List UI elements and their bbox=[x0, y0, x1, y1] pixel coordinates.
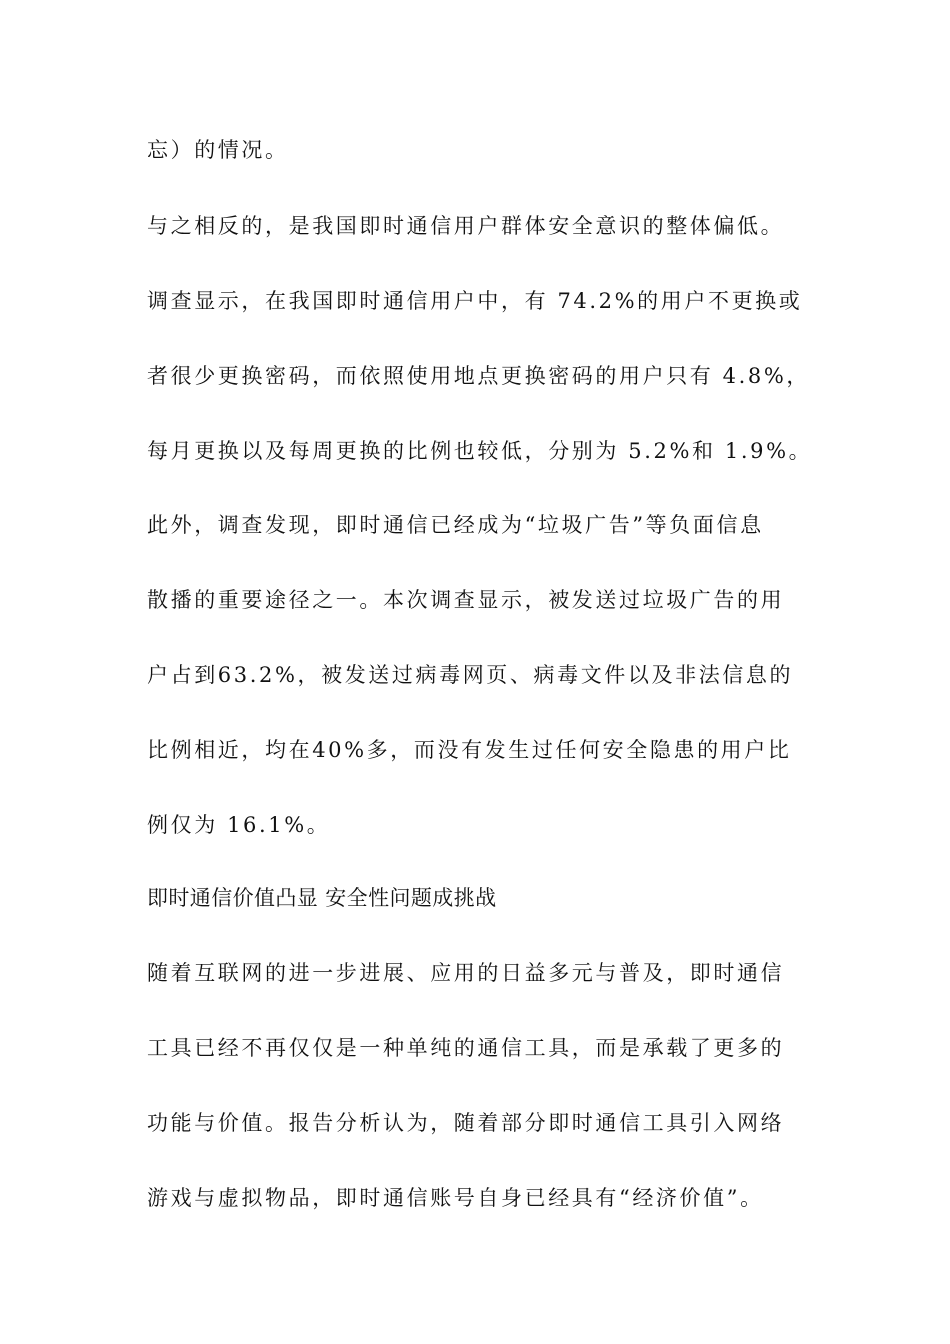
text-line: 此外，调查发现，即时通信已经成为“垃圾广告”等负面信息 bbox=[147, 513, 764, 537]
section-heading: 即时通信价值凸显 安全性问题成挑战 bbox=[147, 886, 497, 910]
text-line: 调查显示，在我国即时通信用户中，有 74.2%的用户不更换或 bbox=[147, 289, 803, 313]
text-line: 游戏与虚拟物品，即时通信账号自身已经具有“经济价值”。 bbox=[147, 1186, 764, 1210]
text-line: 每月更换以及每周更换的比例也较低，分别为 5.2%和 1.9%。 bbox=[147, 439, 813, 463]
text-line: 散播的重要途径之一。本次调查显示，被发送过垃圾广告的用 bbox=[147, 588, 785, 612]
text-line: 工具已经不再仅仅是一种单纯的通信工具，而是承载了更多的 bbox=[147, 1036, 785, 1060]
text-line: 与之相反的，是我国即时通信用户群体安全意识的整体偏低。 bbox=[147, 214, 785, 238]
text-line: 例仅为 16.1%。 bbox=[147, 813, 331, 837]
text-line: 功能与价值。报告分析认为，随着部分即时通信工具引入网络 bbox=[147, 1111, 785, 1135]
text-line: 随着互联网的进一步进展、应用的日益多元与普及，即时通信 bbox=[147, 961, 785, 985]
text-line: 者很少更换密码，而依照使用地点更换密码的用户只有 4.8%， bbox=[147, 364, 811, 388]
text-line: 忘）的情况。 bbox=[147, 138, 289, 162]
text-line: 比例相近，均在40%多，而没有发生过任何安全隐患的用户比 bbox=[147, 738, 792, 762]
text-line: 户占到63.2%，被发送过病毒网页、病毒文件以及非法信息的 bbox=[147, 663, 794, 687]
